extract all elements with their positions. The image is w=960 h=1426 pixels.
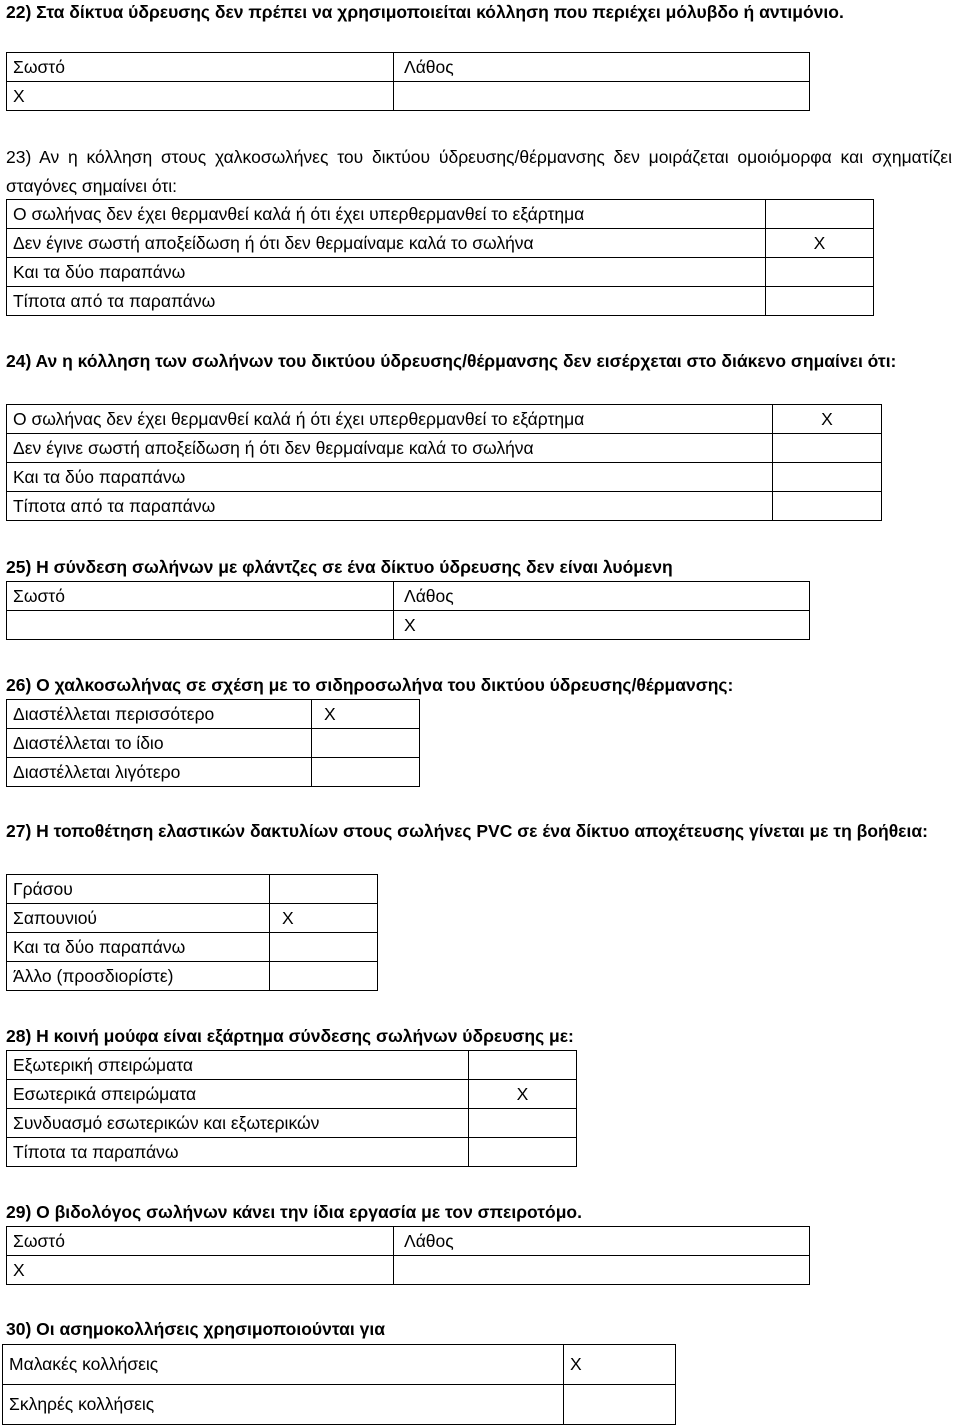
option-mark-cell[interactable] — [270, 875, 378, 904]
question-22-answer-table — [6, 52, 810, 111]
table-row — [7, 258, 874, 287]
question-23-text: 23) Αν η κόλληση στους χαλκοσωλήνες του δικτύου ύδρευσης/θέρμανσης δεν μοιράζεται ομοιόμορφα και σχηματίζει σταγόνες σημαίνει ότι: — [6, 147, 952, 196]
question-28-answer-table — [6, 1050, 577, 1167]
true-mark-cell[interactable]: X — [7, 82, 394, 111]
option-label: Γράσου — [7, 875, 270, 904]
table-row — [7, 53, 810, 82]
table-row — [7, 1051, 577, 1080]
table-row — [7, 1227, 810, 1256]
table-row — [7, 82, 810, 111]
false-header: Λάθος — [394, 53, 810, 82]
question-25-answer-table — [6, 581, 810, 640]
option-mark-cell[interactable] — [312, 729, 420, 758]
option-mark-cell[interactable]: X — [312, 700, 420, 729]
option-label: Μαλακές κολλήσεις — [3, 1345, 564, 1385]
true-header: Σωστό — [7, 1227, 394, 1256]
table-row — [7, 611, 810, 640]
table-row — [3, 1385, 676, 1425]
false-mark-cell[interactable]: X — [394, 611, 810, 640]
option-label: Δεν έγινε σωστή αποξείδωση ή ότι δεν θερμαίναμε καλά το σωλήνα — [7, 229, 766, 258]
question-28-text: 28) Η κοινή μούφα είναι εξάρτημα σύνδεσης σωλήνων ύδρευσης με: — [6, 1026, 574, 1046]
option-mark-cell[interactable] — [766, 258, 874, 287]
question-27-answer-table — [6, 874, 378, 991]
option-label: Σαπουνιού — [7, 904, 270, 933]
table-row — [7, 962, 378, 991]
table-row — [7, 758, 420, 787]
table-row — [7, 700, 420, 729]
question-22-text: 22) Στα δίκτυα ύδρευσης δεν πρέπει να χρησιμοποιείται κόλληση που περιέχει μόλυβδο ή αντιμόνιο. — [6, 2, 844, 22]
option-label: Ο σωλήνας δεν έχει θερμανθεί καλά ή ότι έχει υπερθερμανθεί το εξάρτημα — [7, 200, 766, 229]
table-row — [7, 1109, 577, 1138]
option-label: Διαστέλλεται περισσότερο — [7, 700, 312, 729]
question-26-answer-table — [6, 699, 420, 787]
table-row — [7, 229, 874, 258]
question-30-text: 30) Οι ασημοκολλήσεις χρησιμοποιούνται για — [6, 1319, 385, 1339]
option-mark-cell[interactable] — [270, 962, 378, 991]
false-header: Λάθος — [394, 582, 810, 611]
option-mark-cell[interactable] — [469, 1138, 577, 1167]
option-label: Διαστέλλεται το ίδιο — [7, 729, 312, 758]
option-mark-cell[interactable]: X — [469, 1080, 577, 1109]
option-mark-cell[interactable] — [312, 758, 420, 787]
table-row — [7, 933, 378, 962]
option-label: Συνδυασμό εσωτερικών και εξωτερικών — [7, 1109, 469, 1138]
table-row — [7, 405, 882, 434]
option-mark-cell[interactable] — [773, 434, 882, 463]
question-27-text: 27) Η τοποθέτηση ελαστικών δακτυλίων στους σωλήνες PVC σε ένα δίκτυο αποχέτευσης γίνεται με τη βοήθεια: — [6, 821, 928, 841]
option-label: Τίποτα από τα παραπάνω — [7, 287, 766, 316]
table-row — [7, 492, 882, 521]
question-29-answer-table — [6, 1226, 810, 1285]
option-label: Δεν έγινε σωστή αποξείδωση ή ότι δεν θερμαίναμε καλά το σωλήνα — [7, 434, 773, 463]
table-row — [7, 1256, 810, 1285]
question-25-text: 25) Η σύνδεση σωλήνων με φλάντζες σε ένα δίκτυο ύδρευσης δεν είναι λυόμενη — [6, 557, 673, 577]
option-mark-cell[interactable] — [766, 200, 874, 229]
table-row — [3, 1345, 676, 1385]
true-mark-cell[interactable] — [7, 611, 394, 640]
question-30-answer-table — [2, 1344, 676, 1425]
false-mark-cell[interactable] — [394, 1256, 810, 1285]
table-row — [7, 287, 874, 316]
option-label: Διαστέλλεται λιγότερο — [7, 758, 312, 787]
option-label: Ο σωλήνας δεν έχει θερμανθεί καλά ή ότι έχει υπερθερμανθεί το εξάρτημα — [7, 405, 773, 434]
false-header: Λάθος — [394, 1227, 810, 1256]
table-row — [7, 729, 420, 758]
option-mark-cell[interactable]: X — [773, 405, 882, 434]
true-header: Σωστό — [7, 582, 394, 611]
question-24-answer-table — [6, 404, 882, 521]
option-mark-cell[interactable] — [469, 1109, 577, 1138]
option-label: Και τα δύο παραπάνω — [7, 463, 773, 492]
table-row — [7, 875, 378, 904]
table-row — [7, 200, 874, 229]
option-mark-cell[interactable]: X — [766, 229, 874, 258]
option-mark-cell[interactable]: X — [270, 904, 378, 933]
question-29-text: 29) Ο βιδολόγος σωλήνων κάνει την ίδια εργασία με τον σπειροτόμο. — [6, 1202, 582, 1222]
question-23-answer-table — [6, 199, 874, 316]
option-label: Σκληρές κολλήσεις — [3, 1385, 564, 1425]
question-24-text: 24) Αν η κόλληση των σωλήνων του δικτύου ύδρευσης/θέρμανσης δεν εισέρχεται στο διάκενο σημαίνει ότι: — [6, 351, 897, 371]
option-mark-cell[interactable] — [773, 463, 882, 492]
table-row — [7, 463, 882, 492]
option-label: Και τα δύο παραπάνω — [7, 933, 270, 962]
true-header: Σωστό — [7, 53, 394, 82]
table-row — [7, 1138, 577, 1167]
option-label: Και τα δύο παραπάνω — [7, 258, 766, 287]
option-label: Εξωτερική σπειρώματα — [7, 1051, 469, 1080]
option-mark-cell[interactable] — [469, 1051, 577, 1080]
option-mark-cell[interactable] — [564, 1385, 676, 1425]
option-mark-cell[interactable] — [773, 492, 882, 521]
option-mark-cell[interactable] — [270, 933, 378, 962]
table-row — [7, 1080, 577, 1109]
option-mark-cell[interactable]: X — [564, 1345, 676, 1385]
option-label: Τίποτα τα παραπάνω — [7, 1138, 469, 1167]
question-26-text: 26) Ο χαλκοσωλήνας σε σχέση με το σιδηροσωλήνα του δικτύου ύδρευσης/θέρμανσης: — [6, 675, 734, 695]
table-row — [7, 904, 378, 933]
true-mark-cell[interactable]: X — [7, 1256, 394, 1285]
option-mark-cell[interactable] — [766, 287, 874, 316]
table-row — [7, 582, 810, 611]
option-label: Άλλο (προσδιορίστε) — [7, 962, 270, 991]
table-row — [7, 434, 882, 463]
false-mark-cell[interactable] — [394, 82, 810, 111]
option-label: Τίποτα από τα παραπάνω — [7, 492, 773, 521]
option-label: Εσωτερικά σπειρώματα — [7, 1080, 469, 1109]
